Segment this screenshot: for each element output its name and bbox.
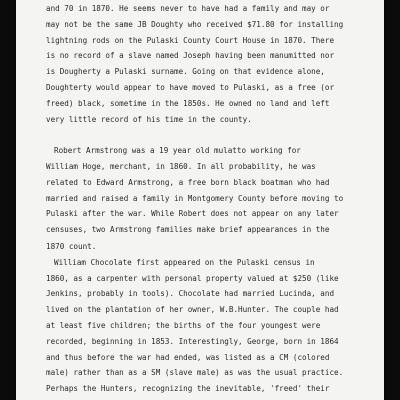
text-line-1: and 70 in 1870. He seems never to have had a family and may or [46, 4, 330, 13]
text-line-10: William Hoge, merchant, in 1860. In all probability, he was [46, 162, 316, 171]
text-line-12: married and raised a family in Montgomery County before moving to [46, 194, 344, 203]
text-line-8: very little record of his time in the county. [46, 115, 252, 124]
text-line-9: Robert Armstrong was a 19 year old mulatto working for [54, 146, 301, 155]
text-line-6: Doughterty would appear to have moved to Pulaski, as a free (or [46, 83, 335, 92]
text-line-14: censuses, two Armstrong families make brief appearances in the [46, 225, 330, 234]
text-line-17: 1860, as a carpenter with personal property valued at $250 (like [46, 274, 339, 283]
text-line-7: freed) black, sometime in the 1850s. He owned no land and left [46, 99, 330, 108]
text-line-19: lived on the plantation of her owner, W.B.Hunter. The couple had [46, 305, 339, 314]
text-line-20: at least five children; the births of the four youngest were [46, 321, 321, 330]
text-line-5: is Dougherty a Pulaski surname. Going on that evidence alone, [46, 67, 325, 76]
text-line-4: is no record of a slave named Joseph having been manumitted nor [46, 51, 335, 60]
text-line-21: recorded, beginning in 1853. Interestingly, George, born in 1864 [46, 337, 339, 346]
text-line-23: male) rather than as a SM (slave male) as was the usual practice. [46, 368, 344, 377]
text-line-2: may not be the same JB Doughty who received $71.80 for installing [46, 20, 344, 29]
text-line-22: and thus before the war had ended, was listed as a CM (colored [46, 353, 330, 362]
text-line-3: lightning rods on the Pulaski County Court House in 1870. There [46, 36, 335, 45]
text-line-13: Pulaski after the war. While Robert does not appear on any later [46, 209, 339, 218]
document-page [16, 0, 384, 400]
text-line-11: related to Edward Armstrong, a free born black boatman who had [46, 178, 330, 187]
text-line-15: 1870 count. [46, 242, 97, 251]
text-line-16: William Chocolate first appeared on the Pulaski census in [54, 258, 315, 267]
text-line-24: Perhaps the Hunters, recognizing the inevitable, 'freed' their [46, 384, 330, 393]
text-line-18: Jenkins, probably in tools). Chocolate had married Lucinda, and [46, 289, 335, 298]
